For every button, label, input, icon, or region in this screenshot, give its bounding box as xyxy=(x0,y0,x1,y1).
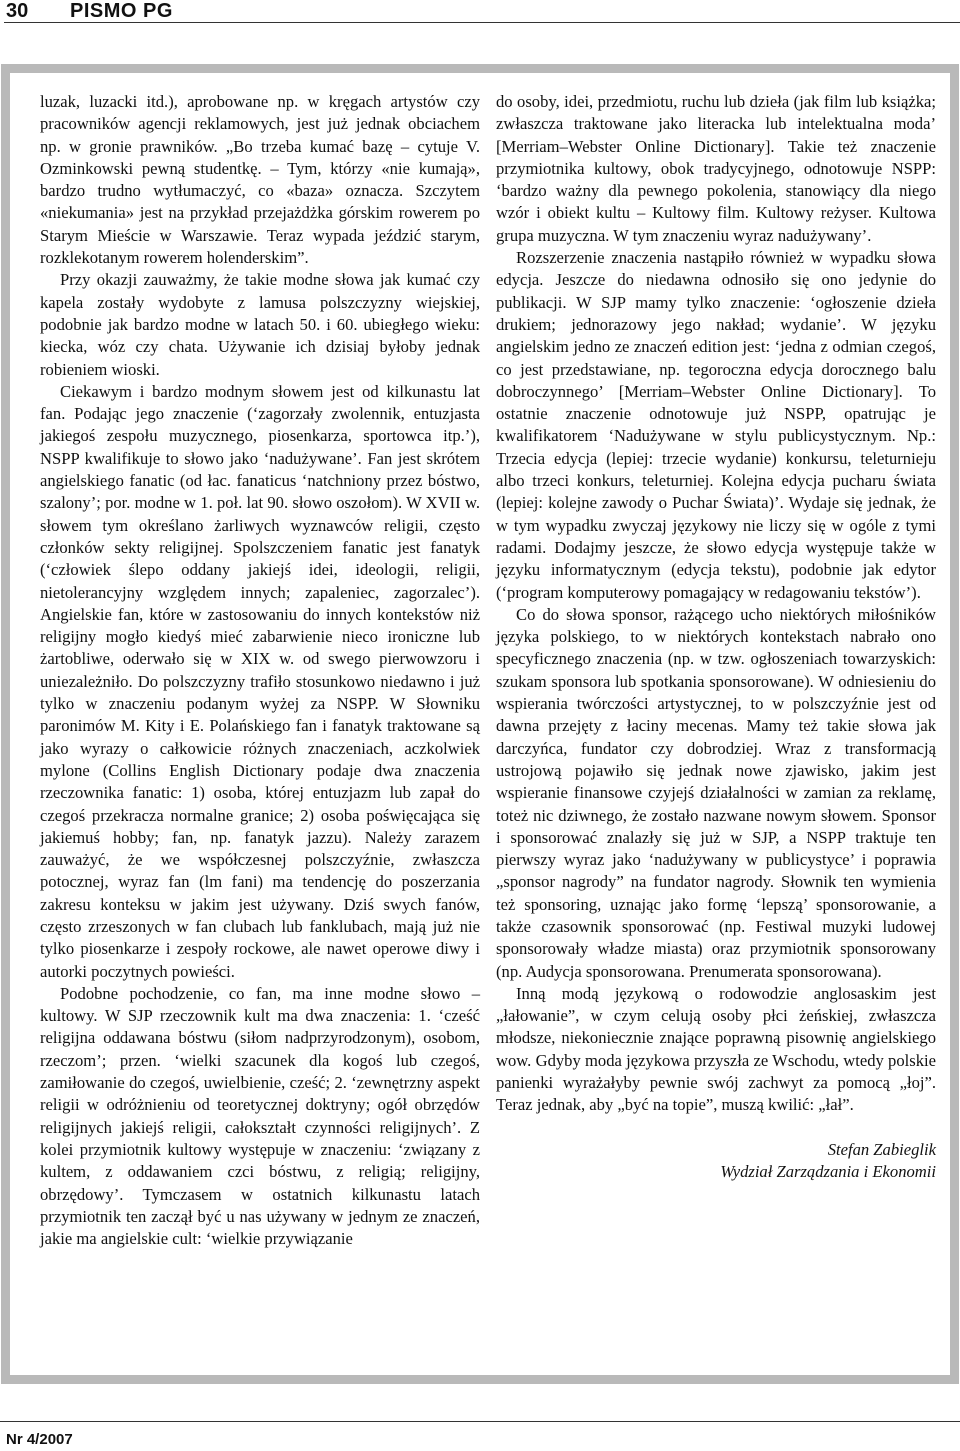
paragraph-right-2: Rozszerzenie znaczenia nastąpiło również w wypadku słowa edycja. Jeszcze do niedawna odnosiło się ono jedynie do publikacji. W SJP mamy tylko znaczenie: ‘ogłoszenie dzieła drukiem; jednorazowy jego nakład; wydanie’. W języku angielskim jedno ze znaczeń edition jest: ‘jedna z odmian czegoś, co jest przedstawiane, np. tegoroczna edycja dorocznego balu dobroczynnego’ [Merriam–Webster Online Dictionary]. To ostatnie znaczenie odnotowuje już NSPP, opatrując je kwalifikatorem ‘Nadużywane w stylu publicystycznym. Np.: Trzecia edycja (lepiej: trzecie wydanie) konkursu, teleturnieju albo trzeci konkurs, teleturniej. Kolejna edycja pucharu świata (lepiej: kolejne zawody o Puchar Świata)’. Wydaje się jednak, że w tym wypadku zwyczaj językowy nie liczy się w ogóle z tymi radami. Dodajmy jeszcze, że słowo edycja występuje także w języku informatycznym (edycja tekstu), podobnie jak edytor (‘program komputerowy pomagający w redagowaniu tekstów’). xyxy=(496,248,936,602)
paragraph-left-3: Ciekawym i bardzo modnym słowem jest od kilkunastu lat fan. Podając jego znaczenie (‘zagorzały zwolennik, entuzjasta jakiegoś zespołu muzycznego, piosenkarza, sportowca itp.’), NSPP kwalifikuje to słowo jako ‘nadużywane’. Fan jest skrótem angielskiego fanatic (od łac. fanaticus ‘natchniony przez bóstwo, szalony’; por. modne w 1. poł. lat 90. słowo oszołom). W XVII w. słowem tym określano żarliwych wyznawców religii, często członków sekty religijnej. Spolszczeniem fanatic jest fanatyk (‘człowiek ślepo oddany jakiejś idei, ideologii, religii, nietolerancyjny względem innych; zapaleniec, zagorzalec’). Angielskie fan, które w zastosowaniu do innych kontekstów niż religijny mogło kiedyś mieć zabarwienie nieco ironiczne lub żartobliwe, oderwało się w XIX w. od swego pierwowzoru i uniezależniło. Do polszczyzny trafiło stosunkowo niedawno i już tylko w znaczeniu podanym wyżej za NSPP. W Słowniku paronimów M. Kity i E. Polańskiego fan i fanatyk traktowane są jako wyrazy o całkowicie różnych znaczeniach, aczkolwiek mylone (Collins English Dictionary podaje dwa znaczenia rzeczownika fanatic: 1) osoba, której entuzjazm lub zapał do czegoś przekracza normalne granice; 2) osoba poświęcająca się jakiemuś hobby; fan, np. fanatyk jazzu). Należy zarazem zauważyć, że we współczesnej polszczyźnie, zwłaszcza potocznej, wyraz fan (lm fani) ma tendencję do poszerzania zakresu konteksu w jakim jest używany. Dziś swych fanów, często zrzeszonych w fan clubach lub fanklubach, mają już nie tylko piosenkarze i zespoły rockowe, ale nawet operowe diwy i autorki poczytnych powieści. xyxy=(40,381,480,981)
paragraph-left-1: luzak, luzacki itd.), aprobowane np. w kręgach artystów czy pracowników agencji reklamowych, jest już jednak obciachem np. w gronie prawników. „Bo trzeba kumać bazę – cytuje V. Ozminkowski pewną studentkę. – Tym, którzy «nie kumają», bardzo trudno wytłumaczyć, co «baza» oznacza. Szczytem «niekumania» jest na przykład przejażdżka górskim rowerem po Starym Mieście w Warszawie. Teraz wypada jeździć starym, rozklekotanym rowerem holenderskim”. xyxy=(40,92,480,268)
signature-block xyxy=(496,1139,936,1184)
issue-number: Nr 4/2007 xyxy=(6,1431,73,1448)
paragraph-left-2: Przy okazji zauważmy, że takie modne słowa jak kumać czy kapela zostały wydobyte z lamusa polszczyzny wiejskiej, podobnie jak bardzo modne w latach 50. i 60. ubiegłego wieku: kiecka, wóz czy chata. Używanie ich dzisiaj byłoby jednak robieniem wioski. xyxy=(40,270,480,379)
header-rule xyxy=(4,22,960,23)
author-affiliation: Wydział Zarządzania i Ekonomii xyxy=(720,1161,936,1181)
paragraph-right-1: do osoby, idei, przedmiotu, ruchu lub dzieła (jak film lub książka; zwłaszcza traktowane jako literacka lub intelektualna moda’ [Merriam–Webster Online Dictionary]. Takie też znaczenie przymiotnika kultowy, obok tradycyjnego, odnotowuje NSPP: ‘bardzo ważny dla pewnego pokolenia, stanowiący dla niego wzór i obiekt kultu – Kultowy film. Kultowy reżyser. Kultowa grupa muzyczna. W tym znaczeniu wyraz nadużywany’. xyxy=(496,92,936,245)
page-number: 30 xyxy=(6,0,29,22)
paragraph-right-4: Inną modą językową o rodowodzie anglosaskim jest „łałowanie”, w czym celują osoby płci żeńskiej, zwłaszcza młodsze, niekoniecznie znające poprawną pisownię angielskiego wow. Gdyby moda językowa przyszła ze Wschodu, wtedy polskie panienki wyrażałyby pewnie swój zachwyt za pomocą „łoj”. Teraz jednak, aby „być na topie”, muszą kwilić: „łał”. xyxy=(496,983,936,1115)
paragraph-right-3: Co do słowa sponsor, rażącego ucho niektórych miłośników języka polskiego, to w niektórych kontekstach nabrało ono specyficznego znaczenia (np. w tzw. ogłoszeniach towarzyskich: szukam sponsora lub spotkania sponsorowane). W odniesieniu do wspierania twórczości artystycznej, to w polszczyźnie jest od dawna przejęty z łaciny mecenas. Mamy też takie słowa jak darczyńca, fundator czy dobrodziej. Wraz z transformacją ustrojową pojawiło się jednak nowe zjawisko, jakim jest wspieranie finansowe czyjejś działalności w zamian za reklamę, toteż nic dziwnego, że zostało nazwane nowym słowem. Sponsor i sponsorować znalazły się już w SJP, a NSPP traktuje ten pierwszy wyraz jako ‘nadużywany w publicystyce’ i poprawia „sponsor nagrody” na fundator nagrody. Słownik ten wymienia też sponsoring, uznając jako formę ‘lepszą’ sponsorowanie, a także czasownik sponsorować (np. Festiwal muzyki ludowej sponsorowały władze miasta) oraz przymiotnik sponsorowany (np. Audycja sponsorowana. Prenumerata sponsorowana). xyxy=(496,604,936,981)
author-name: Stefan Zabieglik xyxy=(827,1139,936,1159)
footer-rule xyxy=(0,1421,960,1422)
article-column-left xyxy=(40,91,480,1250)
publication-title: PISMO PG xyxy=(70,0,173,22)
article-column-right xyxy=(496,91,936,1183)
paragraph-left-4: Podobne pochodzenie, co fan, ma inne modne słowo – kultowy. W SJP rzeczownik kult ma dwa znaczenia: 1. ‘cześć religijna oddawana bóstwu (siłom nadprzyrodzonym), osobom, rzeczom’; przen. ‘wielki szacunek dla kogoś lub czegoś, zamiłowanie do czegoś, uwielbienie, cześć; 2. ‘zewnętrzny aspekt religii w odróżnieniu od teoretycznej doktryny; ogół obrzędów religijnych jakiejś religii, całokształt czynności religijnych’. Z kolei przymiotnik kultowy występuje w znaczeniu: ‘związany z kultem, z oddawaniem czci bóstwu, z religią; religijny, obrzędowy’. Tymczasem w ostatnich kilkunastu latach przymiotnik ten zaczął być u nas używany w jednym ze znaczeń, jakie ma angielskie cult: ‘wielkie przywiązanie xyxy=(40,983,480,1249)
